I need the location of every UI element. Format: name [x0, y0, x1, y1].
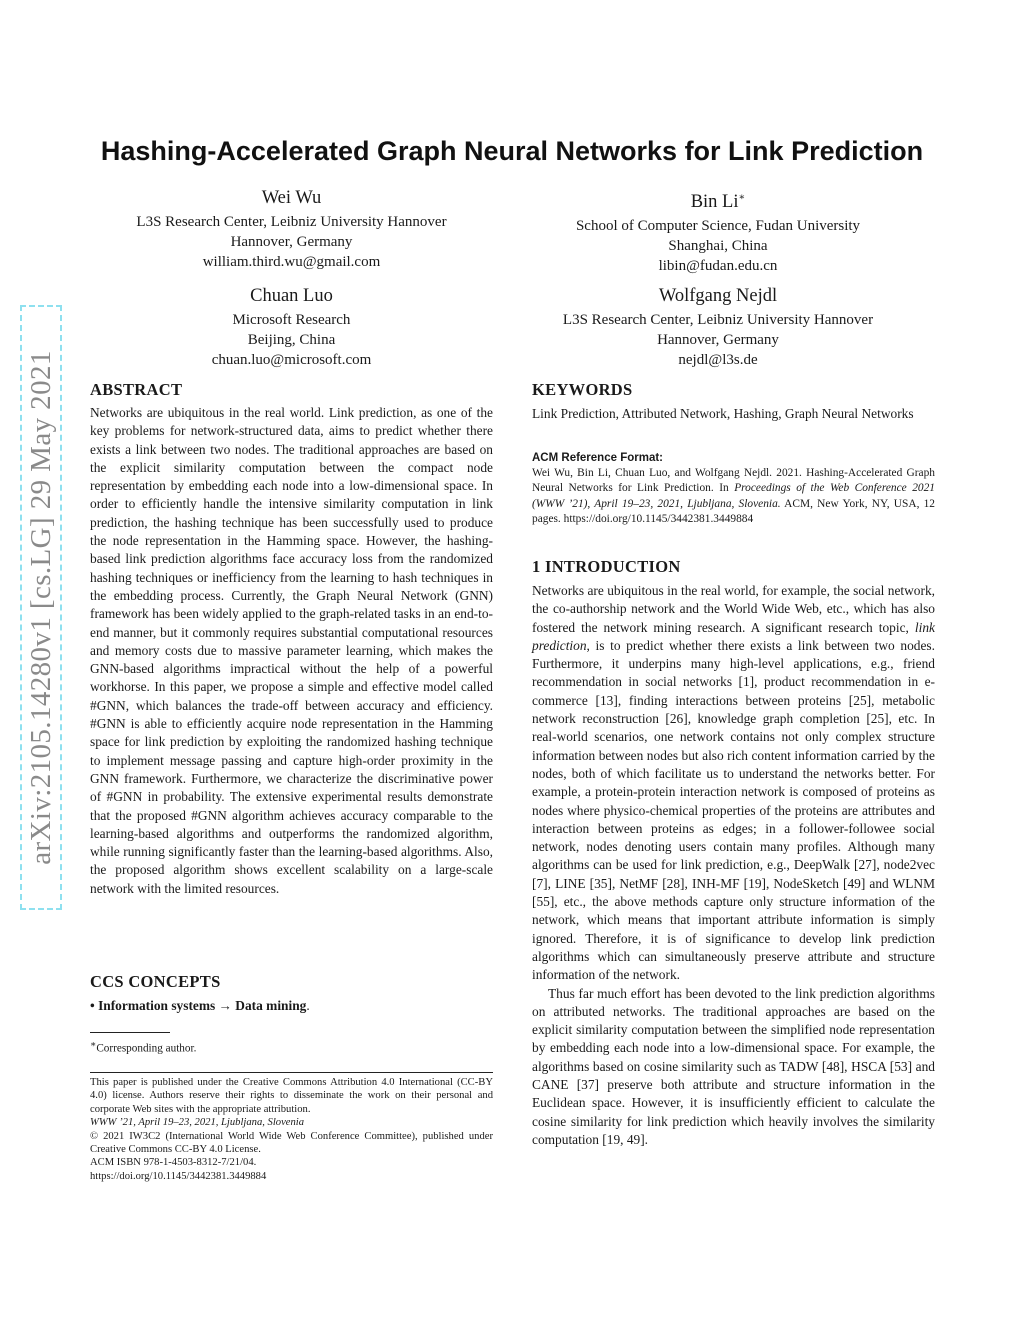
author-name: Chuan Luo [250, 286, 333, 306]
ccs-heading: CCS CONCEPTS [90, 972, 221, 991]
footnote-text: Corresponding author. [96, 1042, 197, 1055]
introduction-paragraph-1: Networks are ubiquitous in the real world, for example, the social network, the co-authorship network and the World Wide Web, etc., which has also fostered the network mining research. A significant research topic, link prediction, is to predict whether there exists a link between two nodes. Furthermore, it underpins many high-level applications, e.g., friend recommendation in social networks [1], product recommendation in e-commerce [13], finding interactions between proteins [25], metabolic network reconstruction [26], knowledge graph completion [25], etc. In real-world scenarios, one network contains not only complex structure information between nodes but also rich content information carried by the nodes, both of which facilitate us to understand the networks better. For example, a protein-protein interaction network is composed of proteins as nodes where physico-chemical properties of the proteins are attributes and interaction between proteins as edges; in a follower-followee social network, nodes denoting users contain many profiles. Although many algorithms can be used for link prediction, e.g., DeepWalk [27], node2vec [7], LINE [35], NetMF [28], INH-MF [19], NodeSketch [49] and WLNM [55], etc., the above methods capture only structure information of the network, which means that important attribute information is simply ignored. Therefore, it is of significance to develop link prediction algorithms which can simultaneously preserve attribute and structure information of the network. [532, 583, 935, 983]
license-doi: https://doi.org/10.1145/3442381.3449884 [90, 1170, 267, 1182]
author-name: Wolfgang Nejdl [658, 286, 778, 306]
ccs-section [90, 972, 493, 1015]
author-location: Hannover, Germany [230, 234, 353, 250]
introduction-paragraph-2: Thus far much effort has been devoted to the link prediction algorithms on attributed networks. The traditional approaches are based on the explicit similarity computation between the simplified node representation by embedding each node into a low-dimensional space. For example, the algorithms based on cosine similarity such as TADW [48], HSCA [53] and CANE [37] preserve both attribute and structure information in the Euclidean space. However, it is insufficiently efficient to calculate the cosine similarity for link prediction which heavily involves the similarity computation [19, 49]. [532, 985, 935, 1147]
author-name: Wei Wu [261, 188, 322, 208]
keywords-heading: KEYWORDS [532, 380, 633, 399]
author-affiliation: School of Computer Science, Fudan University [575, 218, 861, 235]
footnote-mark: ∗ [90, 1040, 97, 1050]
ccs-concepts: • Information systems → Data mining. [90, 998, 310, 1013]
paper-title: Hashing-Accelerated Graph Neural Networks for Link Prediction [100, 136, 924, 166]
author-name: Bin Li∗ [690, 192, 746, 213]
author-email: chuan.luo@microsoft.com [211, 352, 372, 368]
reference-format-text: Wei Wu, Bin Li, Chuan Luo, and Wolfgang Nejdl. 2021. Hashing-Accelerated Graph Neural Networks for Link Prediction. In Proceedings of the Web Conference 2021 (WWW ’21), April 19–23, 2021, Ljubljana, Slovenia. ACM, New York, NY, USA, 12 pages. https://doi.org/10.1145/3442381.3449884 [532, 467, 935, 526]
author-block-3 [90, 284, 493, 370]
author-location: Beijing, China [247, 332, 336, 348]
reference-format-label: ACM Reference Format: [532, 452, 663, 464]
ccs-bullet: • [90, 998, 95, 1013]
license-venue: WWW ’21, April 19–23, 2021, Ljubljana, Slovenia [90, 1117, 305, 1129]
arxiv-identifier: arXiv:2105.14280v1 [cs.LG] 29 May 2021 [24, 350, 57, 865]
license-block [90, 1076, 493, 1183]
keywords-text: Link Prediction, Attributed Network, Hashing, Graph Neural Networks [532, 406, 914, 421]
author-email: libin@fudan.edu.cn [658, 258, 778, 275]
license-rule [90, 1072, 493, 1073]
keywords-section [532, 380, 935, 423]
author-block-2 [532, 186, 904, 276]
introduction-heading: 1 INTRODUCTION [532, 557, 681, 576]
author-block-4 [532, 284, 904, 370]
author-email: william.third.wu@gmail.com [202, 254, 381, 270]
license-copyright: © 2021 IW3C2 (International World Wide Web Conference Committee), published under Creative Commons CC-BY 4.0 License. [90, 1130, 493, 1156]
author-affiliation: Microsoft Research [232, 312, 351, 328]
ccs-concept-item: Information systems → Data mining [98, 998, 307, 1013]
introduction-section [532, 557, 935, 1149]
license-text: This paper is published under the Creative Commons Attribution 4.0 International (CC-BY 4.0) license. Authors reserve their rights to disseminate the work on their personal and corporate Web sites with the appropriate attribution. [90, 1077, 493, 1115]
abstract-text: Networks are ubiquitous in the real world. Link prediction, as one of the key problems for network-structured data, aims to predict whether there exists a link between two nodes. The traditional approaches are based on the explicit similarity computation between the compact node representation by embedding each node into a low-dimensional space. In order to efficiently handle the intensive similarity computation in link prediction, the hashing technique has been successfully used to produce the node representation in the Hamming space. However, the hashing-based link prediction algorithms face accuracy loss from the randomized hashing techniques or inefficiency from the learning to hash techniques in the embedding process. Currently, the Graph Neural Network (GNN) framework has been widely applied to the graph-related tasks in an end-to-end manner, but it commonly requires substantial computational resources and memory costs due to massive parameter learning, which makes the GNN-based algorithms impractical without the help of a powerful workhorse. In this paper, we propose a simple and effective model called #GNN, which balances the trade-off between accuracy and efficiency. #GNN is able to efficiently acquire node representation in the Hamming space for link prediction by exploiting the randomized hashing technique to implement message passing and capture high-order proximity in the GNN framework. Furthermore, we characterize the discriminative power of #GNN in probability. The extensive experimental results demonstrate that the proposed #GNN algorithm achieves accuracy comparable to the learning-based algorithms and outperforms the randomized algorithm, while running significantly faster than the learning-based algorithms. Also, the proposed algorithm shows excellent scalability on a large-scale network with the limited resources. [90, 405, 493, 896]
arxiv-stamp [20, 305, 62, 910]
author-affiliation: L3S Research Center, Leibniz University Hannover [562, 312, 874, 328]
abstract-heading: ABSTRACT [90, 380, 183, 399]
footnote [90, 1038, 493, 1056]
corresponding-mark: ∗ [738, 192, 746, 203]
author-block-1 [90, 186, 493, 272]
author-location: Shanghai, China [668, 238, 768, 255]
reference-format [532, 452, 935, 528]
author-location: Hannover, Germany [657, 332, 779, 348]
footnote-rule [90, 1032, 170, 1033]
license-isbn: ACM ISBN 978-1-4503-8312-7/21/04. [90, 1157, 257, 1169]
author-affiliation: L3S Research Center, Leibniz University Hannover [136, 214, 447, 230]
author-email: nejdl@l3s.de [678, 352, 758, 368]
abstract-section [90, 380, 493, 898]
